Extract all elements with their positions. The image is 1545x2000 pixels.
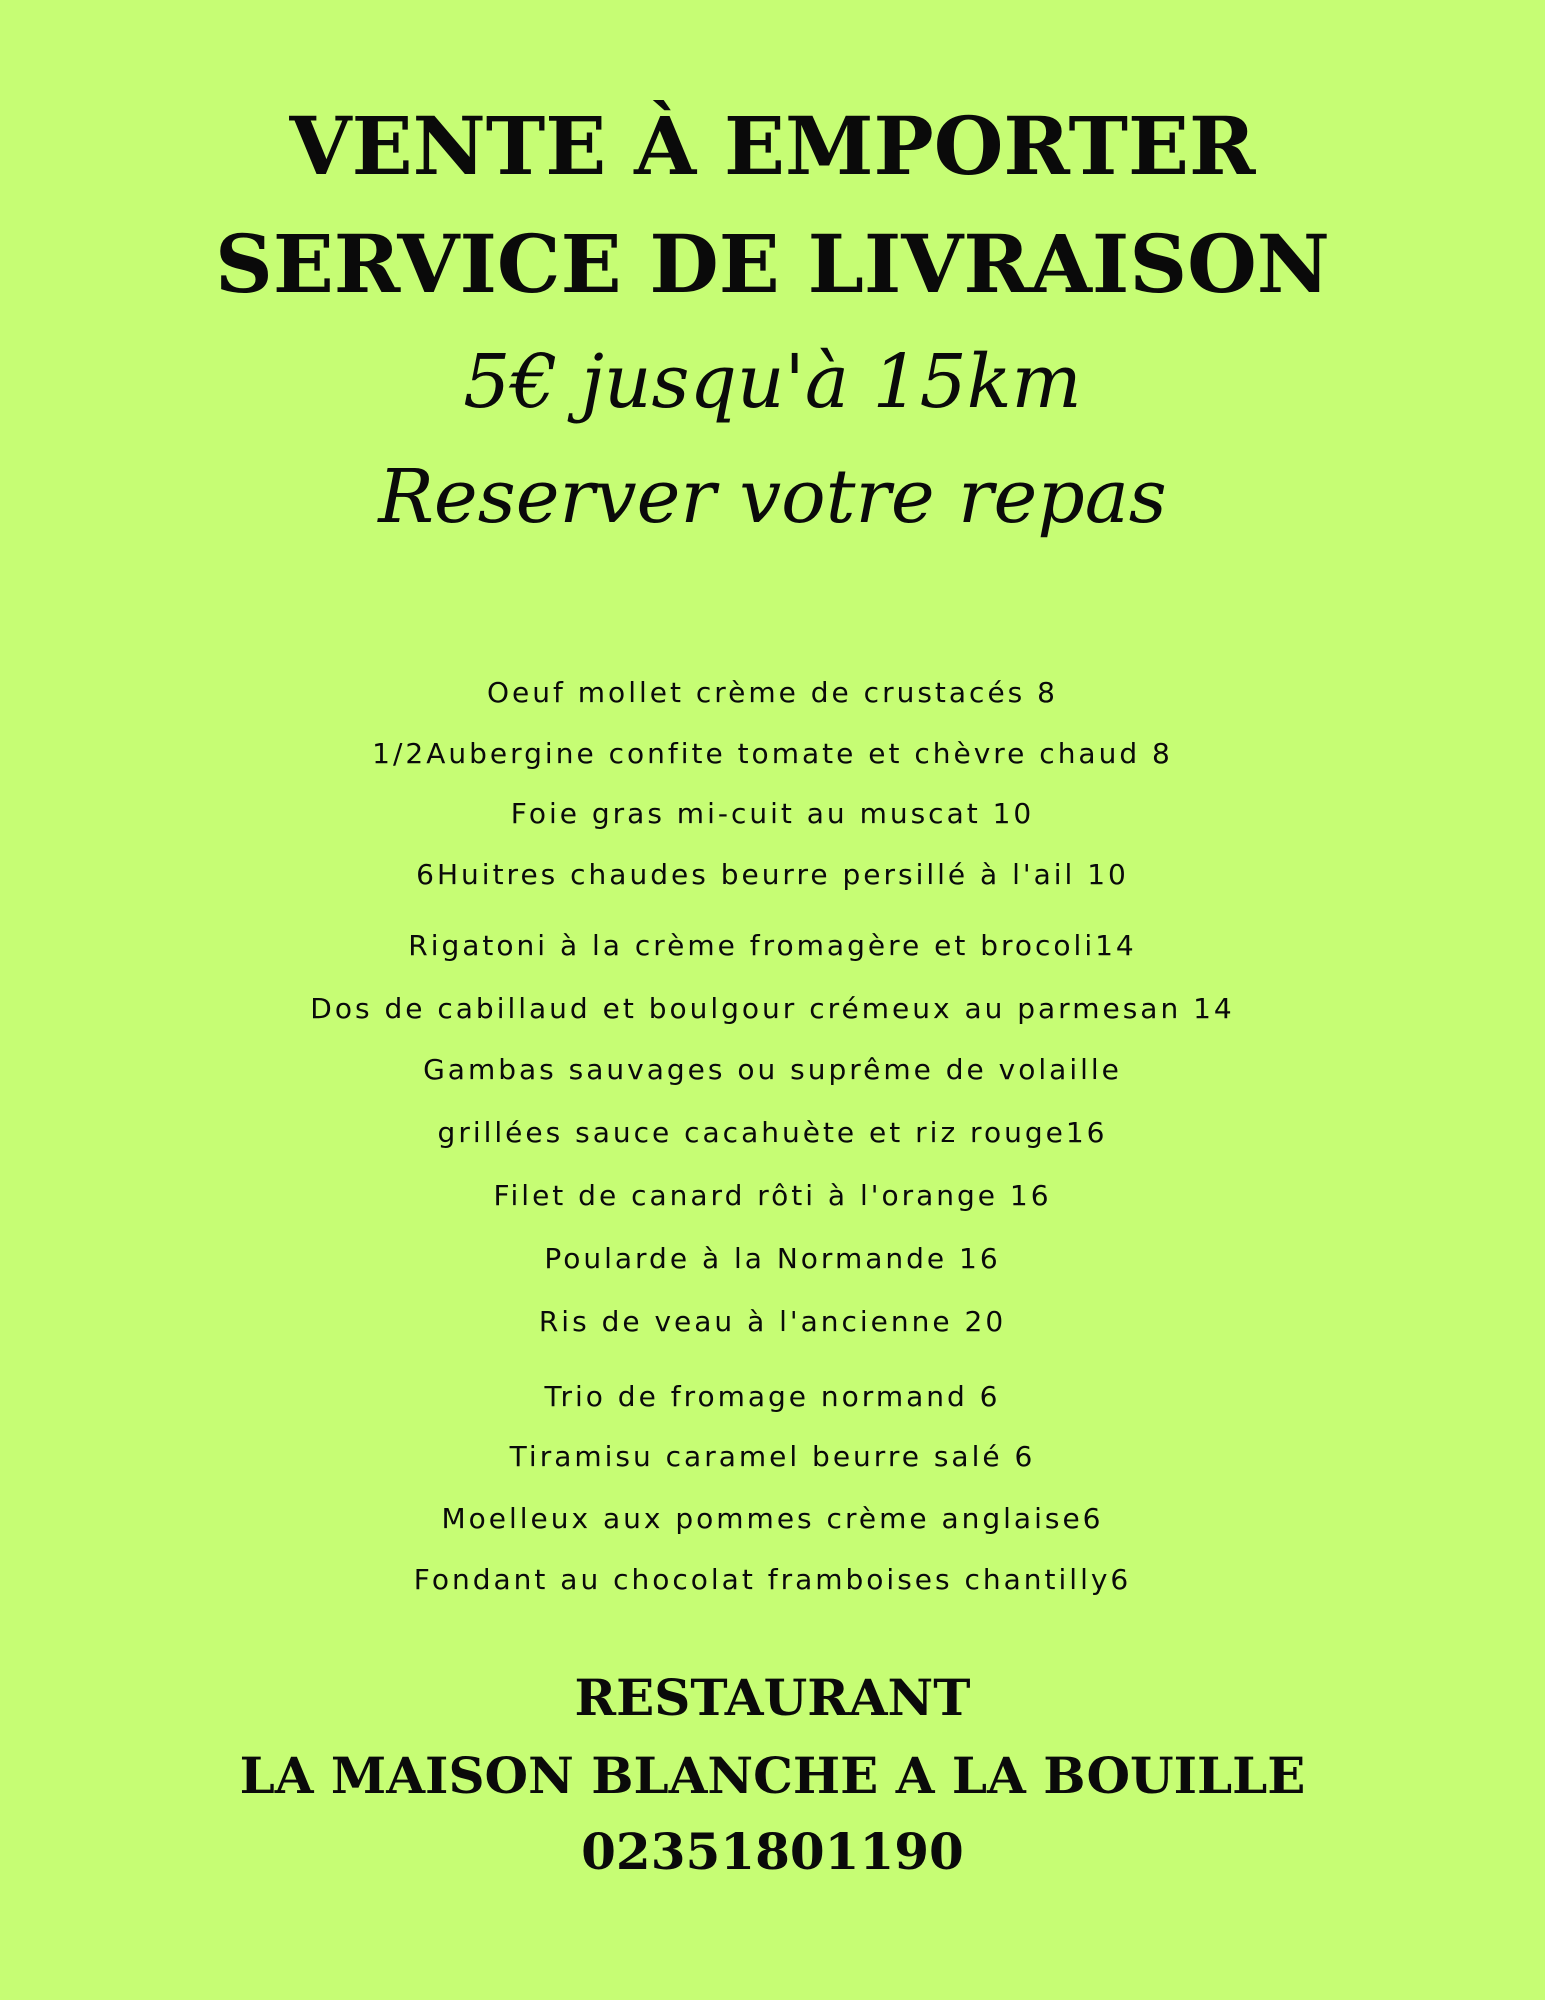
footer-phone: 02351801190 xyxy=(581,1822,964,1881)
menu-item: Moelleux aux pommes crème anglaise6 xyxy=(441,1502,1104,1535)
menu-item: 6Huitres chaudes beurre persillé à l'ail 10 xyxy=(416,858,1129,891)
header-line-delivery: SERVICE DE LIVRAISON xyxy=(215,217,1330,311)
header-line-reserve: Reserver votre repas xyxy=(378,454,1167,540)
menu-item: Poularde à la Normande 16 xyxy=(544,1242,1001,1275)
menu-item: Rigatoni à la crème fromagère et brocoli14 xyxy=(408,929,1137,962)
header-line-delivery-fee: 5€ jusqu'à 15km xyxy=(463,339,1082,425)
menu-item: Ris de veau à l'ancienne 20 xyxy=(538,1305,1007,1338)
menu-item: Tiramisu caramel beurre salé 6 xyxy=(509,1440,1036,1473)
menu-item: Foie gras mi-cuit au muscat 10 xyxy=(510,797,1035,830)
menu-item: Dos de cabillaud et boulgour crémeux au parmesan 14 xyxy=(310,992,1235,1025)
menu-item: 1/2Aubergine confite tomate et chèvre chaud 8 xyxy=(372,737,1173,770)
header-line-takeaway: VENTE À EMPORTER xyxy=(289,99,1256,193)
menu-item: grillées sauce cacahuète et riz rouge16 xyxy=(437,1116,1108,1149)
menu-item: Fondant au chocolat framboises chantilly6 xyxy=(413,1563,1132,1596)
menu-item: Trio de fromage normand 6 xyxy=(544,1380,1001,1413)
menu-item: Oeuf mollet crème de crustacés 8 xyxy=(487,676,1058,709)
menu-item: Gambas sauvages ou suprême de volaille xyxy=(423,1053,1122,1086)
footer-restaurant: RESTAURANT xyxy=(574,1668,971,1727)
footer-restaurant-name: LA MAISON BLANCHE A LA BOUILLE xyxy=(239,1746,1306,1805)
menu-item: Filet de canard rôti à l'orange 16 xyxy=(493,1179,1052,1212)
